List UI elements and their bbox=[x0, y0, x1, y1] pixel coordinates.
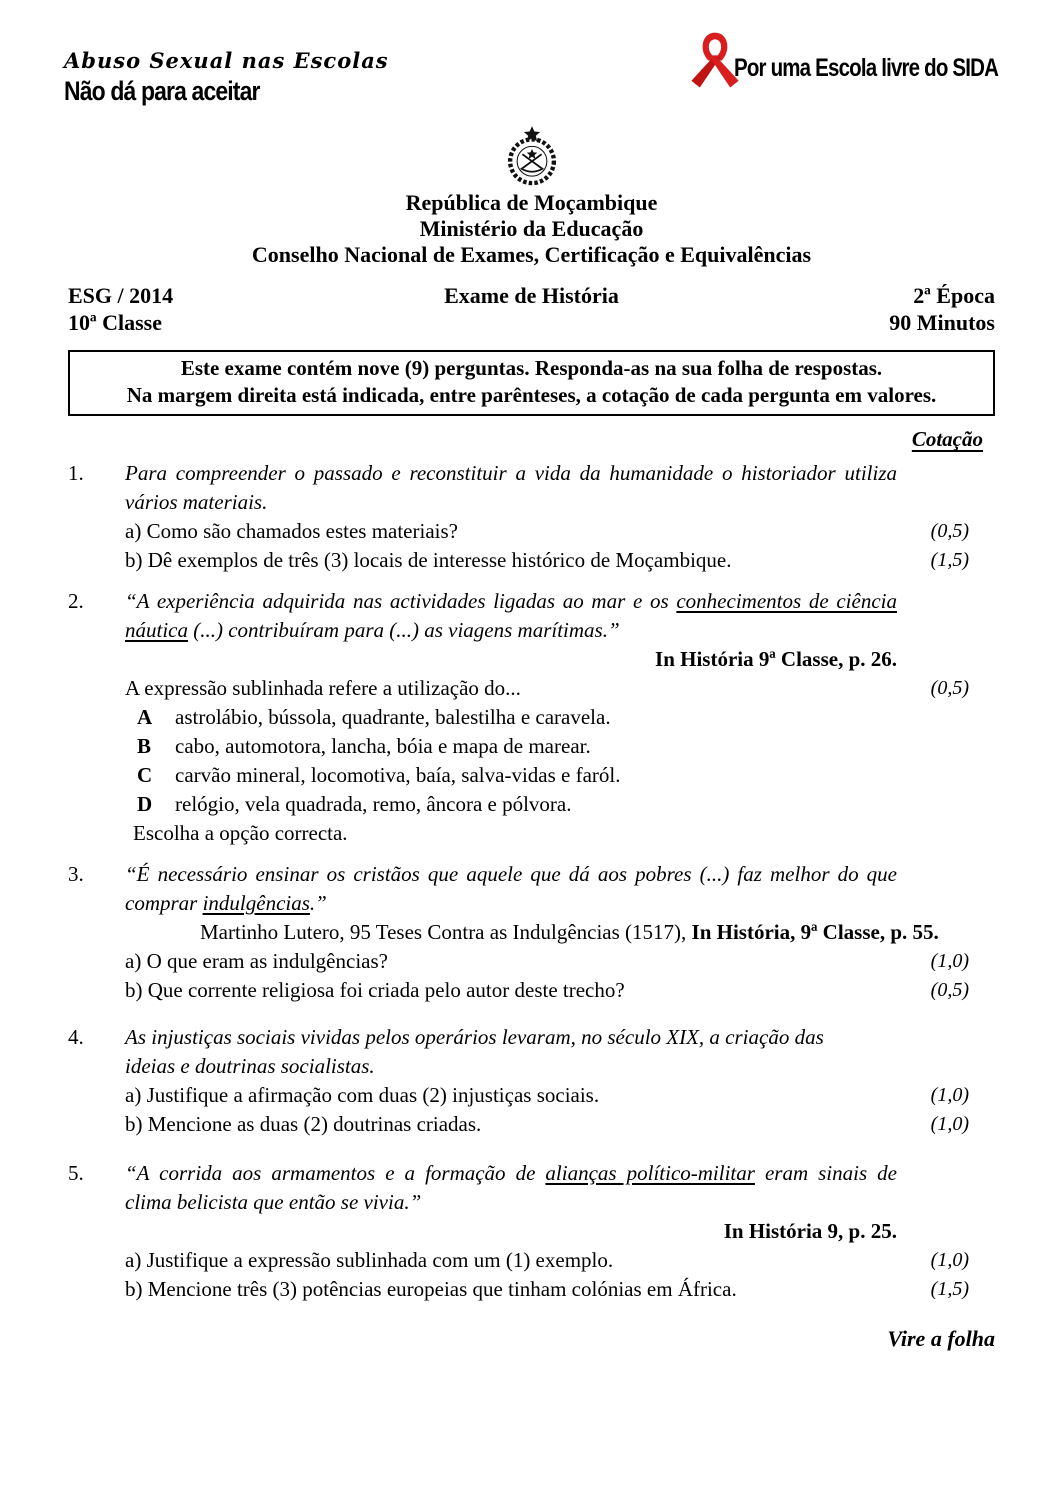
question-2-lead: A expressão sublinhada refere a utilização do... (0,5) bbox=[68, 674, 995, 703]
cotacao-column-header: Cotação bbox=[911, 427, 983, 451]
question-1 bbox=[68, 459, 995, 575]
exam-info-right bbox=[689, 282, 995, 336]
question-4-item-a-cotacao: (1,0) bbox=[930, 1084, 969, 1106]
question-5 bbox=[68, 1159, 995, 1304]
country-title: República de Moçambique bbox=[405, 190, 658, 215]
campaign-slogan-block bbox=[64, 48, 389, 107]
exam-grade: 10ª Classe bbox=[68, 310, 162, 335]
question-2-option-d: D relógio, vela quadrada, remo, âncora e pólvora. bbox=[137, 792, 572, 816]
question-2 bbox=[68, 587, 995, 848]
exam-duration: 90 Minutos bbox=[889, 310, 995, 335]
question-1-item-a-cotacao: (0,5) bbox=[930, 520, 969, 542]
campaign-ribbon-block bbox=[688, 30, 998, 98]
exam-title: Exame de História bbox=[444, 283, 619, 308]
exam-info-left bbox=[68, 282, 374, 336]
question-5-item-a: a) Justifique a expressão sublinhada com um (1) exemplo. (1,0) bbox=[68, 1246, 995, 1275]
question-3-number: 3. bbox=[68, 862, 84, 886]
campaign-ribbon-label: Por uma Escola livre do SIDA bbox=[733, 54, 998, 82]
instructions-line1: Este exame contém nove (9) perguntas. Responda-as na sua folha de respostas. bbox=[180, 356, 883, 380]
question-1-number: 1. bbox=[68, 461, 84, 485]
question-2-option-b: B cabo, automotora, lancha, bóia e mapa de marear. bbox=[137, 734, 591, 758]
question-4 bbox=[68, 1023, 995, 1139]
ministry-title: Ministério da Educação bbox=[419, 216, 644, 241]
question-3-item-b: b) Que corrente religiosa foi criada pelo autor deste trecho? (0,5) bbox=[68, 976, 995, 1005]
question-1-item-a: a) Como são chamados estes materiais? (0,5) bbox=[68, 517, 995, 546]
question-2-closing: Escolha a opção correcta. bbox=[133, 821, 348, 845]
question-4-item-b: b) Mencione as duas (2) doutrinas criadas. (1,0) bbox=[68, 1110, 995, 1139]
question-4-stem: As injustiças sociais vividas pelos operários levaram, no século XIX, a criação das ideias e doutrinas socialistas. bbox=[125, 1025, 824, 1078]
question-2-number: 2. bbox=[68, 589, 84, 613]
question-2-source: In História 9ª Classe, p. 26. bbox=[655, 647, 897, 671]
question-5-item-b-cotacao: (1,5) bbox=[930, 1278, 969, 1300]
exam-code: ESG / 2014 bbox=[68, 283, 174, 308]
question-3-attribution: Martinho Lutero, 95 Teses Contra as Indulgências (1517), In História, 9ª Classe, p. 55. bbox=[200, 920, 939, 944]
institution-titles bbox=[68, 190, 995, 268]
question-3-item-b-cotacao: (0,5) bbox=[930, 979, 969, 1001]
instructions-line2: Na margem direita está indicada, entre parênteses, a cotação de cada pergunta em valores. bbox=[126, 383, 937, 407]
question-4-item-a: a) Justifique a afirmação com duas (2) injustiças sociais. (1,0) bbox=[68, 1081, 995, 1110]
question-3-item-a: a) O que eram as indulgências? (1,0) bbox=[68, 947, 995, 976]
emblem-row bbox=[68, 126, 995, 186]
question-1-item-b: b) Dê exemplos de três (3) locais de interesse histórico de Moçambique. (1,5) bbox=[68, 546, 995, 575]
question-2-stem: “A experiência adquirida nas actividades ligadas ao mar e os conhecimentos de ciência náutica (...) contribuíram para (...) as viagens marítimas.” bbox=[125, 589, 897, 642]
campaign-slogan-bold: Não dá para aceitar bbox=[64, 76, 260, 106]
instructions-box bbox=[68, 350, 995, 416]
turn-page-note: Vire a folha bbox=[887, 1326, 995, 1351]
question-2-option-c: C carvão mineral, locomotiva, baía, salva-vidas e faról. bbox=[137, 763, 621, 787]
council-title: Conselho Nacional de Exames, Certificação e Equivalências bbox=[251, 242, 812, 267]
exam-info-row bbox=[68, 282, 995, 336]
question-5-item-b: b) Mencione três (3) potências europeias que tinham colónias em África. (1,5) bbox=[68, 1275, 995, 1304]
question-4-item-b-cotacao: (1,0) bbox=[930, 1113, 969, 1135]
question-5-number: 5. bbox=[68, 1161, 84, 1185]
question-5-stem: “A corrida aos armamentos e a formação de alianças político-militar eram sinais de clima belicista que então se vivia.” bbox=[125, 1161, 897, 1214]
question-3-item-a-cotacao: (1,0) bbox=[930, 950, 969, 972]
question-5-item-a-cotacao: (1,0) bbox=[930, 1249, 969, 1271]
campaign-slogan-script: Abuso Sexual nas Escolas bbox=[64, 48, 389, 73]
question-2-lead-cotacao: (0,5) bbox=[930, 677, 969, 699]
question-4-number: 4. bbox=[68, 1025, 84, 1049]
exam-epoch: 2ª Época bbox=[913, 283, 995, 308]
question-1-item-b-cotacao: (1,5) bbox=[930, 549, 969, 571]
question-5-source: In História 9, p. 25. bbox=[723, 1219, 897, 1243]
mozambique-emblem-icon bbox=[504, 173, 560, 190]
question-2-option-a: A astrolábio, bússola, quadrante, balestilha e caravela. bbox=[137, 705, 611, 729]
question-3-stem: “É necessário ensinar os cristãos que aquele que dá aos pobres (...) faz melhor do que comprar indulgências.” bbox=[125, 862, 897, 915]
question-3 bbox=[68, 860, 995, 1005]
question-1-stem: Para compreender o passado e reconstituir a vida da humanidade o historiador utiliza vários materiais. bbox=[125, 461, 897, 514]
